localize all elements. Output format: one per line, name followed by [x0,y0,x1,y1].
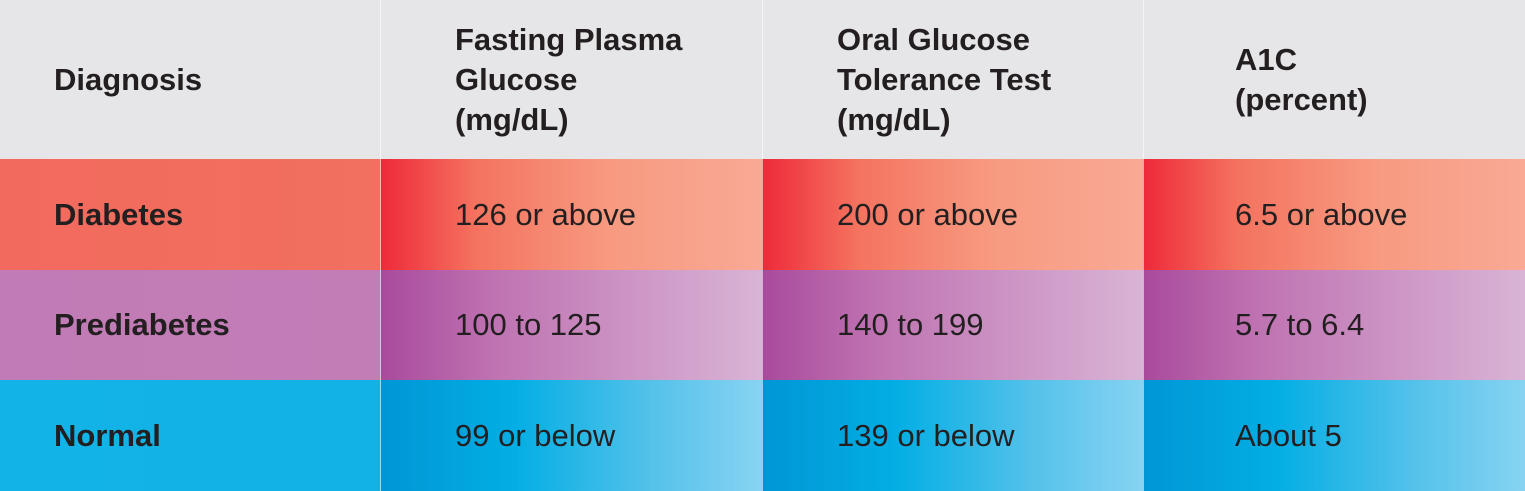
diabetes-a1c-value: 6.5 or above [1144,159,1525,270]
diagnosis-prediabetes: Prediabetes [0,270,381,380]
normal-a1c-value: About 5 [1144,380,1525,491]
prediabetes-ogtt-value: 140 to 199 [763,270,1144,380]
header-diagnosis-label: Diagnosis [54,61,203,97]
diabetes-fasting-value: 126 or above [381,159,763,270]
header-oral-glucose-tolerance-test-label: Oral Glucose Tolerance Test (mg/dL) [837,21,1052,137]
diabetes-ogtt-value: 200 or above [763,159,1144,270]
header-a1c [1144,0,1525,159]
header-oral-glucose-tolerance-test [763,0,1144,159]
diagnosis-normal: Normal [0,380,381,491]
prediabetes-a1c-value: 5.7 to 6.4 [1144,270,1525,380]
header-diagnosis [0,0,381,159]
normal-ogtt-value: 139 or below [763,380,1144,491]
header-fasting-plasma-glucose-label: Fasting Plasma Glucose (mg/dL) [455,21,683,137]
prediabetes-fasting-value: 100 to 125 [381,270,763,380]
header-a1c-label: A1C (percent) [1235,41,1368,117]
normal-fasting-value: 99 or below [381,380,763,491]
header-fasting-plasma-glucose [381,0,763,159]
diagnosis-diabetes: Diabetes [0,159,381,270]
